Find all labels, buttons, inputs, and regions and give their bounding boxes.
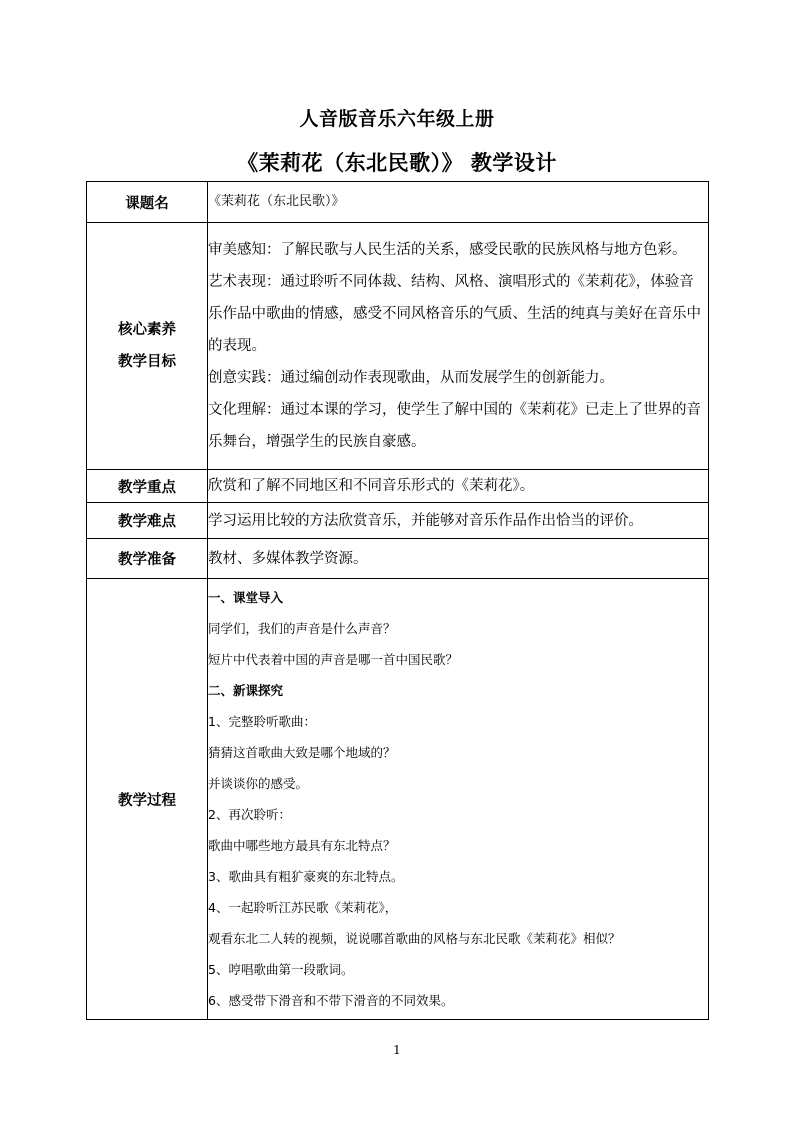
- table-row-difficulties: [87, 503, 709, 539]
- goals-label: [87, 223, 208, 470]
- process-line: 同学们，我们的声音是什么声音？: [208, 621, 396, 636]
- preparation-value: 教材、多媒体教学资源。: [208, 539, 709, 579]
- key-points-label: 教学重点: [87, 470, 208, 503]
- goals-label-line1: 核心素养: [118, 322, 176, 338]
- goal-artistic: 艺术表现：通过聆听不同体裁、结构、风格、演唱形式的《茉莉花》，体验音乐作品中歌曲的情感，感受不同风格音乐的气质、生活的纯真与美好在音乐中的表现。: [208, 274, 701, 354]
- process-line: 并谈谈你的感受。: [208, 776, 309, 791]
- process-line: 观看东北二人转的视频，说说哪首歌曲的风格与东北民歌《茉莉花》相似？: [208, 931, 621, 946]
- key-points-value: 欣赏和了解不同地区和不同音乐形式的《茉莉花》。: [208, 470, 709, 503]
- process-line: 短片中代表着中国的声音是哪一首中国民歌？: [208, 652, 459, 667]
- topic-value: 《茉莉花（东北民歌）》: [208, 182, 709, 223]
- document-title-line2: 《茉莉花（东北民歌）》 教学设计: [237, 151, 557, 175]
- process-line: 5、哼唱歌曲第一段歌词。: [208, 962, 354, 977]
- process-line: 4、一起聆听江苏民歌《茉莉花》，: [208, 900, 398, 915]
- lesson-plan-table: [86, 181, 709, 1020]
- process-line: 2、再次聆听：: [208, 807, 291, 822]
- process-line: 6、感受带下滑音和不带下滑音的不同效果。: [208, 993, 454, 1008]
- process-line: 二、新课探究: [208, 683, 284, 698]
- table-row-topic: [87, 182, 709, 223]
- table-row-process: [87, 579, 709, 1020]
- process-content: [208, 579, 709, 1020]
- preparation-label: 教学准备: [87, 539, 208, 579]
- table-row-goals: [87, 223, 709, 470]
- topic-label: 课题名: [87, 182, 208, 223]
- process-line: 1、完整聆听歌曲：: [208, 714, 316, 729]
- goal-aesthetic: 审美感知：了解民歌与人民生活的关系，感受民歌的民族风格与地方色彩。: [208, 242, 687, 258]
- page-number: 1: [393, 1043, 401, 1057]
- table-row-preparation: [87, 539, 709, 579]
- difficulties-value: 学习运用比较的方法欣赏音乐，并能够对音乐作品作出恰当的评价。: [208, 503, 709, 539]
- goals-label-line2: 教学目标: [118, 354, 176, 370]
- table-row-key-points: [87, 470, 709, 503]
- document-title-line1: 人音版音乐六年级上册: [299, 108, 495, 130]
- process-line: 3、歌曲具有粗犷豪爽的东北特点。: [208, 869, 404, 884]
- goals-content: [208, 223, 709, 470]
- process-line: 歌曲中哪些地方最具有东北特点？: [208, 838, 396, 853]
- process-line: 一、课堂导入: [208, 590, 284, 605]
- goal-creative: 创意实践：通过编创动作表现歌曲，从而发展学生的创新能力。: [208, 370, 614, 386]
- difficulties-label: 教学难点: [87, 503, 208, 539]
- process-label: 教学过程: [87, 579, 208, 1020]
- goal-cultural: 文化理解：通过本课的学习，使学生了解中国的《茉莉花》已走上了世界的音乐舞台，增强学生的民族自豪感。: [208, 402, 701, 450]
- process-line: 猜猜这首歌曲大致是哪个地域的？: [208, 745, 396, 760]
